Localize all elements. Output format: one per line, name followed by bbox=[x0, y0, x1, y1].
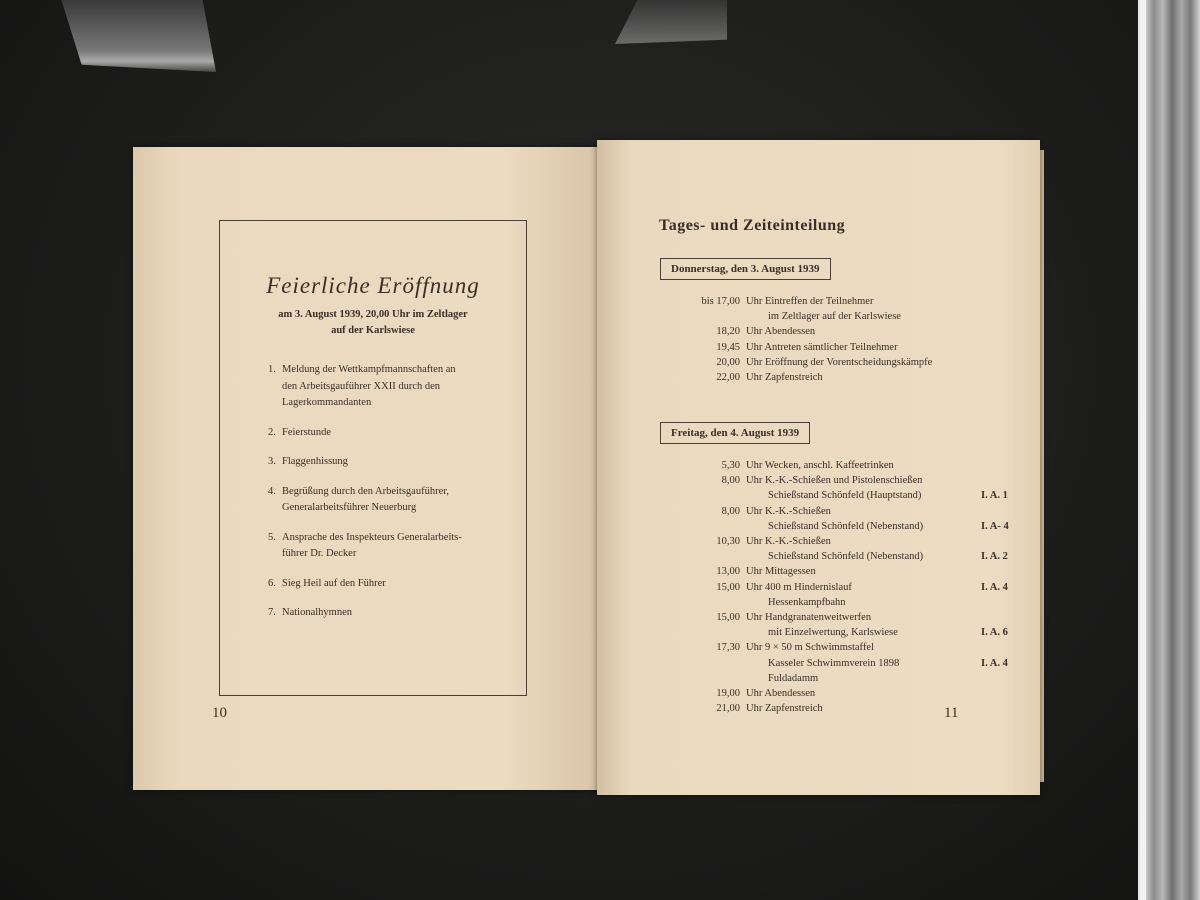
schedule-text: Kasseler Schwimmverein 1898 bbox=[768, 657, 900, 669]
schedule-code bbox=[975, 458, 1025, 473]
page-number-left: 10 bbox=[212, 705, 227, 721]
item-number: 4. bbox=[268, 485, 276, 497]
schedule-text: Fuldadamm bbox=[768, 672, 819, 684]
schedule-code bbox=[975, 534, 1025, 549]
item-text: Meldung der Wettkampfmannschaften an bbox=[282, 364, 456, 375]
schedule-time: 8,00 bbox=[721, 505, 740, 517]
schedule-code: I. A. 1 bbox=[981, 490, 1008, 502]
program-item bbox=[268, 425, 516, 442]
program-item bbox=[268, 605, 516, 622]
schedule-code bbox=[975, 355, 1025, 370]
schedule-row bbox=[640, 625, 1025, 640]
schedule-time: bis 17,00 bbox=[701, 296, 740, 307]
day-section bbox=[640, 422, 1025, 716]
item-number: 7. bbox=[268, 607, 276, 618]
schedule-time: 15,00 bbox=[716, 581, 740, 593]
schedule-row bbox=[640, 549, 1025, 564]
schedule-row bbox=[640, 610, 1025, 625]
schedule-row bbox=[640, 309, 1025, 324]
day-header: Donnerstag, den 3. August 1939 bbox=[660, 258, 831, 280]
schedule-code: I. A. 6 bbox=[981, 627, 1008, 639]
schedule-code bbox=[975, 370, 1025, 385]
program-item bbox=[268, 362, 516, 412]
schedule-code bbox=[975, 640, 1025, 655]
item-text: den Arbeitsgauführer XXII durch den bbox=[282, 380, 441, 392]
schedule-row bbox=[640, 580, 1025, 595]
schedule-time: 19,45 bbox=[716, 341, 740, 353]
page-number-right: 11 bbox=[944, 705, 959, 721]
schedule-time: 15,00 bbox=[716, 612, 740, 624]
program-item bbox=[268, 530, 516, 563]
item-number: 2. bbox=[268, 426, 276, 438]
item-text: Begrüßung durch den Arbeitsgauführer, bbox=[282, 485, 449, 497]
schedule-row bbox=[640, 340, 1025, 355]
program-item bbox=[268, 576, 516, 593]
schedule-time bbox=[640, 519, 740, 534]
item-number: 5. bbox=[268, 531, 276, 543]
schedule-text: Schießstand Schönfeld (Nebenstand) bbox=[768, 520, 924, 532]
schedule-heading: Tages- und Zeiteinteilung bbox=[659, 217, 846, 234]
schedule-text: Uhr Handgranatenweitwerfen bbox=[746, 612, 872, 624]
schedule-row bbox=[640, 294, 1025, 309]
schedule-time bbox=[640, 549, 740, 564]
schedule-time: 21,00 bbox=[716, 703, 740, 715]
schedule-text: Uhr K.-K.-Schießen und Pistolenschießen bbox=[746, 475, 923, 487]
program-title: Feierliche Eröffnung bbox=[266, 273, 480, 298]
schedule-text: Uhr Antreten sämtlicher Teilnehmer bbox=[746, 341, 898, 353]
schedule-time bbox=[640, 595, 740, 610]
schedule-code bbox=[975, 595, 1025, 610]
day-header: Freitag, den 4. August 1939 bbox=[660, 422, 810, 444]
schedule-row bbox=[640, 458, 1025, 473]
schedule-row bbox=[640, 473, 1025, 488]
schedule-time: 5,30 bbox=[721, 460, 740, 471]
program-item bbox=[268, 484, 516, 517]
schedule-row bbox=[640, 324, 1025, 339]
schedule-text: Schießstand Schönfeld (Nebenstand) bbox=[768, 551, 924, 563]
schedule-text: Uhr Zapfenstreich bbox=[746, 372, 823, 384]
schedule-text: Uhr 400 m Hindernislauf bbox=[746, 581, 852, 593]
program-item bbox=[268, 454, 516, 471]
schedule-text: Uhr Eröffnung der Vorentscheidungskämpfe bbox=[746, 356, 933, 368]
schedule-text: Uhr Wecken, anschl. Kaffeetrinken bbox=[746, 460, 894, 471]
schedule-time bbox=[640, 309, 740, 324]
frame-edge bbox=[1140, 0, 1146, 900]
schedule-time: 13,00 bbox=[716, 566, 740, 578]
item-text: Generalarbeitsführer Neuerburg bbox=[282, 502, 417, 513]
schedule-time bbox=[640, 488, 740, 503]
program-subtitle-2: auf der Karlswiese bbox=[331, 325, 415, 336]
schedule-code bbox=[975, 686, 1025, 701]
schedule-row bbox=[640, 640, 1025, 655]
schedule-code bbox=[975, 473, 1025, 488]
schedule-time: 17,30 bbox=[716, 642, 740, 654]
schedule-row bbox=[640, 564, 1025, 579]
schedule-row bbox=[640, 686, 1025, 701]
schedule-row bbox=[640, 595, 1025, 610]
schedule-code bbox=[975, 701, 1025, 716]
schedule-row bbox=[640, 701, 1025, 716]
schedule-row bbox=[640, 656, 1025, 671]
schedule-code: I. A. 4 bbox=[981, 581, 1008, 593]
schedule-time: 19,00 bbox=[716, 688, 740, 700]
day-section bbox=[640, 258, 1025, 385]
program-subtitle-1: am 3. August 1939, 20,00 Uhr im Zeltlager bbox=[278, 309, 468, 320]
schedule-text: Uhr Abendessen bbox=[746, 326, 816, 338]
schedule-text: mit Einzelwertung, Karlswiese bbox=[768, 627, 898, 639]
schedule-code: I. A. 4 bbox=[981, 657, 1008, 669]
schedule-row bbox=[640, 488, 1025, 503]
schedule-code: I. A- 4 bbox=[981, 520, 1009, 532]
item-text: Sieg Heil auf den Führer bbox=[282, 577, 386, 589]
schedule-row bbox=[640, 519, 1025, 534]
schedule-text: Schießstand Schönfeld (Hauptstand) bbox=[768, 490, 922, 502]
schedule-row bbox=[640, 671, 1025, 686]
schedule-code bbox=[975, 610, 1025, 625]
program-list bbox=[268, 362, 516, 635]
schedule-code bbox=[975, 340, 1025, 355]
item-text: Lagerkommandanten bbox=[282, 397, 372, 408]
item-number: 1. bbox=[268, 364, 276, 375]
item-text: Feierstunde bbox=[282, 426, 331, 438]
schedule-text: Hessenkampfbahn bbox=[768, 596, 846, 608]
schedule-text: Uhr K.-K.-Schießen bbox=[746, 505, 831, 517]
schedule-time bbox=[640, 671, 740, 686]
item-text: Ansprache des Inspekteurs Generalarbeits- bbox=[282, 531, 462, 543]
schedule-time bbox=[640, 656, 740, 671]
schedule-text: im Zeltlager auf der Karlswiese bbox=[768, 311, 901, 323]
silver-frame bbox=[1138, 0, 1200, 900]
schedule-row bbox=[640, 504, 1025, 519]
schedule-time: 22,00 bbox=[716, 372, 740, 384]
schedule-row bbox=[640, 370, 1025, 385]
item-text: Nationalhymnen bbox=[282, 607, 352, 618]
item-text: Flaggenhissung bbox=[282, 456, 348, 467]
schedule-time: 8,00 bbox=[721, 475, 740, 487]
schedule-time bbox=[640, 625, 740, 640]
schedule-code bbox=[975, 564, 1025, 579]
schedule-text: Uhr Eintreffen der Teilnehmer bbox=[746, 296, 874, 307]
schedule-code: I. A. 2 bbox=[981, 551, 1008, 563]
schedule-text: Uhr Mittagessen bbox=[746, 566, 816, 578]
schedule-text: Uhr 9 × 50 m Schwimmstaffel bbox=[746, 642, 874, 654]
item-number: 3. bbox=[268, 456, 276, 467]
schedule-text: Uhr K.-K.-Schießen bbox=[746, 536, 831, 548]
schedule-code bbox=[975, 671, 1025, 686]
item-number: 6. bbox=[268, 577, 276, 589]
schedule-row bbox=[640, 355, 1025, 370]
item-text: führer Dr. Decker bbox=[282, 548, 357, 559]
schedule-code bbox=[975, 309, 1025, 324]
schedule-row bbox=[640, 534, 1025, 549]
schedule-code bbox=[975, 504, 1025, 519]
schedule-time: 18,20 bbox=[716, 326, 740, 338]
schedule-code bbox=[975, 294, 1025, 309]
schedule-time: 20,00 bbox=[716, 356, 740, 368]
schedule-time: 10,30 bbox=[716, 536, 740, 548]
schedule-text: Uhr Zapfenstreich bbox=[746, 703, 823, 715]
schedule-code bbox=[975, 324, 1025, 339]
schedule-text: Uhr Abendessen bbox=[746, 688, 816, 700]
